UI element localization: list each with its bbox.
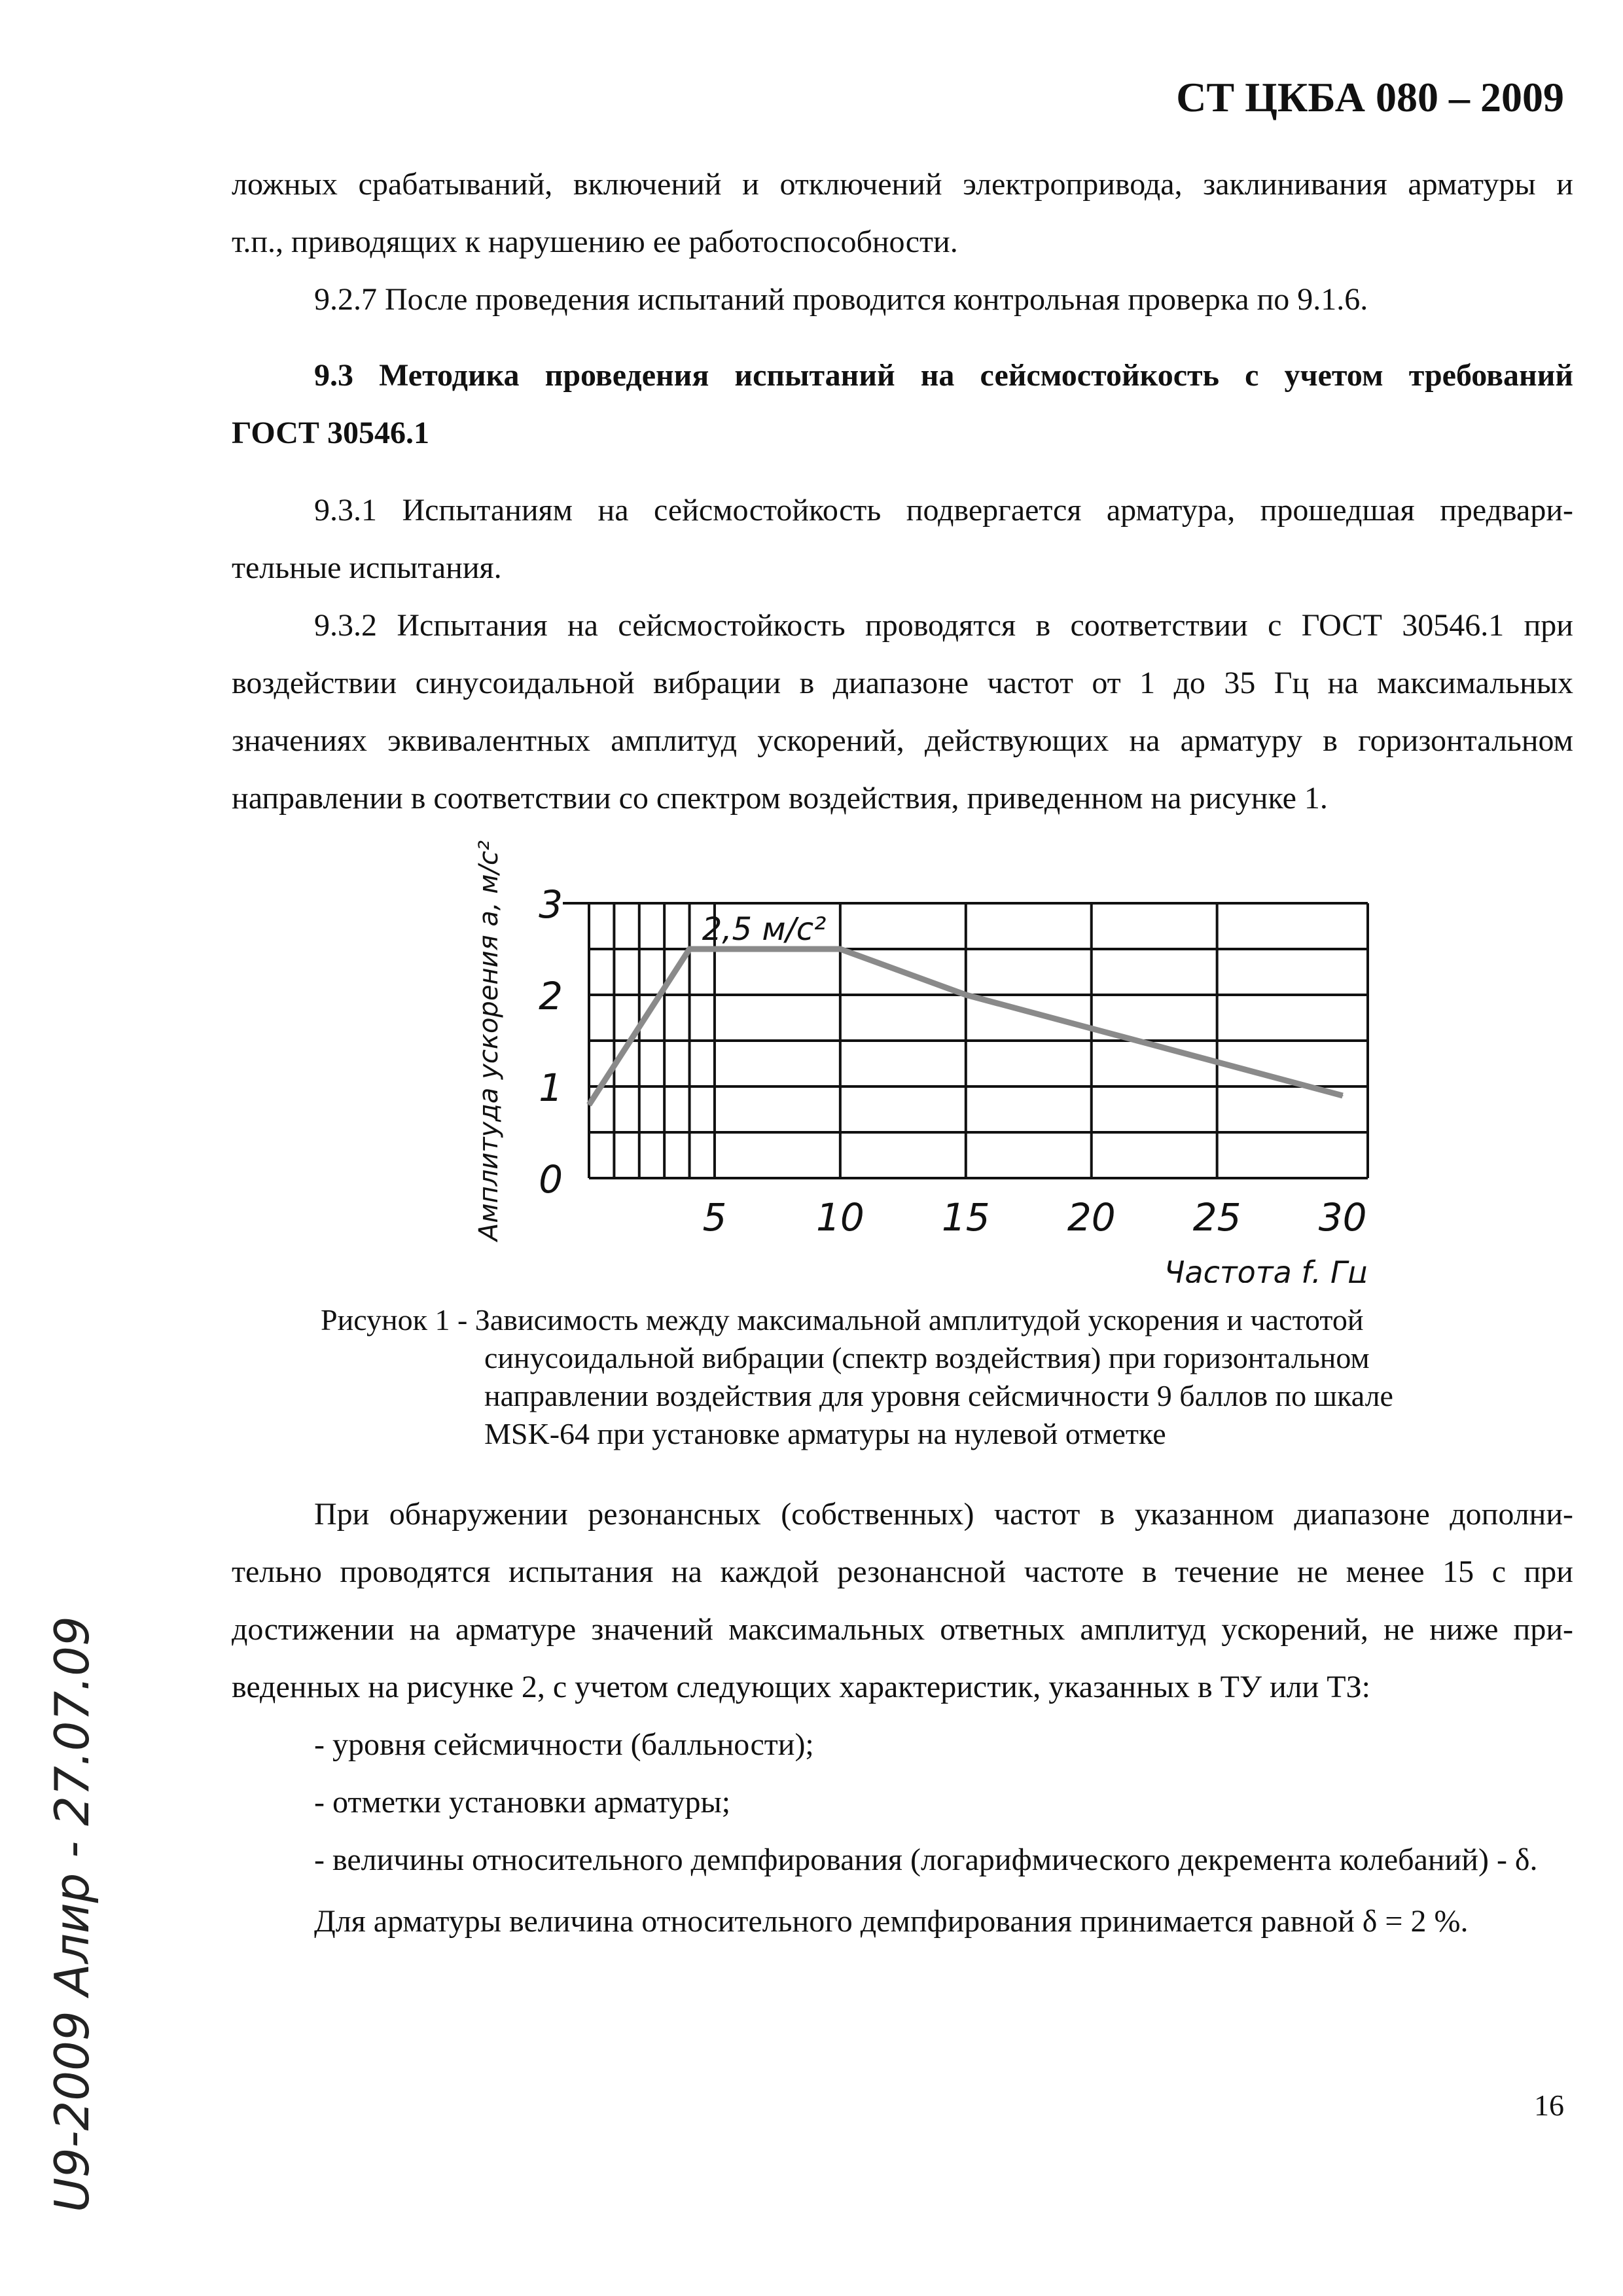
paragraph-line: достижении на арматуре значений максимальных ответных амплитуд ускорений, не ниже при- xyxy=(232,1612,1573,1647)
paragraph-damping: Для арматуры величина относительного демпфирования принимается равной δ = 2 %. xyxy=(314,1904,1469,1939)
series-point xyxy=(689,948,690,950)
paragraph-line: направлении в соответствии со спектром воздействия, приведенном на рисунке 1. xyxy=(232,781,1328,816)
figure-caption-line: MSK-64 при установке арматуры на нулевой отметке xyxy=(484,1417,1166,1450)
chart-svg xyxy=(458,825,1414,1283)
y-tick-label: 0 xyxy=(539,1157,563,1202)
x-axis-label: Частота f, Гц xyxy=(1164,1255,1368,1283)
paragraph-line: веденных на рисунке 2, с учетом следующих характеристик, указанных в ТУ или ТЗ: xyxy=(232,1670,1370,1704)
annotation-label: 2,5 м/c² xyxy=(702,911,827,948)
paragraph-line: тельные испытания. xyxy=(232,550,502,585)
paragraph-9-3-2: 9.3.2 Испытания на сейсмостойкость проводятся в соответствии с ГОСТ 30546.1 при xyxy=(314,608,1573,643)
y-tick-label: 2 xyxy=(539,974,563,1018)
x-tick-label: 15 xyxy=(941,1195,990,1240)
list-item: - величины относительного демпфирования (логарифмического декремента колебаний) - δ. xyxy=(314,1842,1538,1877)
paragraph-line: значениях эквивалентных амплитуд ускорений, действующих на арматуру в горизонтальном xyxy=(232,723,1573,758)
paragraph-resonance: При обнаружении резонансных (собственных) частот в указанном диапазоне дополни- xyxy=(314,1497,1573,1532)
x-tick-label: 10 xyxy=(815,1195,865,1240)
page-number: 16 xyxy=(1534,2089,1564,2122)
paragraph-line: воздействии синусоидальной вибрации в диапазоне частот от 1 до 35 Гц на максимальных xyxy=(232,666,1573,700)
handwritten-signature: U9-2009 Алир - 27.07.09 xyxy=(45,1616,99,2212)
figure-caption: Рисунок 1 - Зависимость между максимальной амплитудой ускорения и частотой xyxy=(321,1303,1364,1336)
figure-caption-line: направлении воздействия для уровня сейсмичности 9 баллов по шкале xyxy=(484,1379,1393,1412)
paragraph-line: ложных срабатываний, включений и отключений электропривода, заклинивания арматуры и xyxy=(232,167,1573,202)
y-axis-label: Амплитуда ускорения a, м/c² xyxy=(474,840,504,1241)
x-tick-label: 30 xyxy=(1318,1195,1367,1240)
y-tick-label: 3 xyxy=(539,882,563,927)
paragraph-9-2-7: 9.2.7 После проведения испытаний проводится контрольная проверка по 9.1.6. xyxy=(314,282,1368,317)
section-heading-9-3-cont: ГОСТ 30546.1 xyxy=(232,416,429,450)
figure-caption-line: синусоидальной вибрации (спектр воздействия) при горизонтальном xyxy=(484,1341,1370,1374)
paragraph-9-3-1: 9.3.1 Испытаниям на сейсмостойкость подвергается арматура, прошедшая предвари- xyxy=(314,493,1573,528)
list-item: - уровня сейсмичности (балльности); xyxy=(314,1727,814,1762)
paragraph-line: тельно проводятся испытания на каждой резонансной частоте в течение не менее 15 с при xyxy=(232,1554,1573,1589)
x-tick-label: 5 xyxy=(702,1195,727,1240)
series-point xyxy=(1342,1095,1344,1096)
series-point xyxy=(965,994,967,996)
series-point xyxy=(840,948,841,950)
series-point xyxy=(588,1104,590,1105)
list-item: - отметки установки арматуры; xyxy=(314,1785,731,1820)
x-tick-label: 20 xyxy=(1067,1195,1116,1240)
figure-1-chart xyxy=(458,825,1414,1283)
document-code-header: СТ ЦКБА 080 – 2009 xyxy=(1176,74,1564,120)
x-tick-label: 25 xyxy=(1192,1195,1241,1240)
paragraph-line: т.п., приводящих к нарушению ее работоспособности. xyxy=(232,224,958,259)
section-heading-9-3: 9.3 Методика проведения испытаний на сейсмостойкость с учетом требований xyxy=(314,358,1573,393)
y-tick-label: 1 xyxy=(539,1066,563,1110)
